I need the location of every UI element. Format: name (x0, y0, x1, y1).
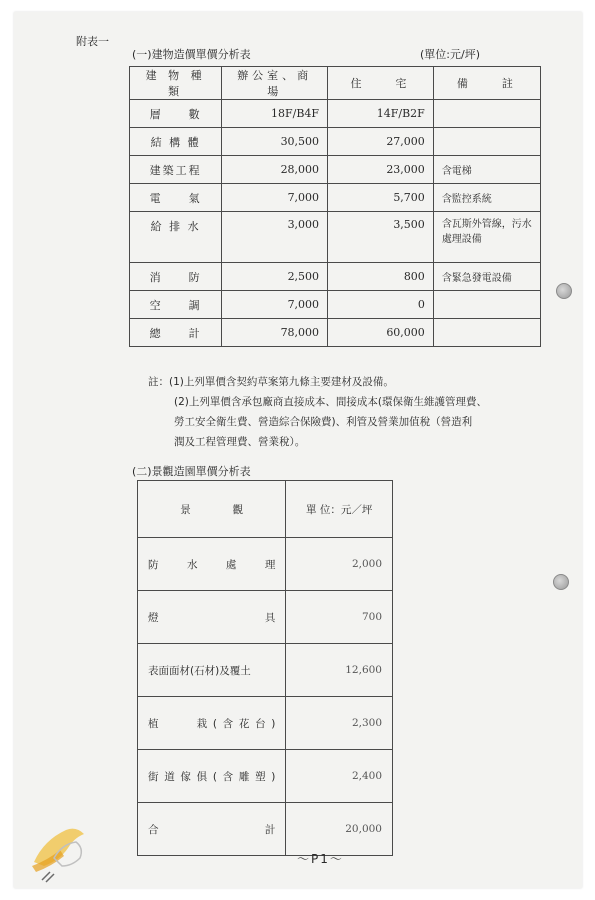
header-cell: 建 物 種 類 (130, 67, 222, 100)
type-cell: 空 調 (130, 291, 222, 319)
type-cell: 層 數 (130, 100, 222, 128)
residential-cell: 3,500 (328, 212, 434, 263)
type-cell: 電 氣 (130, 184, 222, 212)
table-row (138, 538, 393, 591)
table-row (130, 291, 541, 319)
table-row (130, 100, 541, 128)
residential-cell: 14F/B2F (328, 100, 434, 128)
type-cell: 給 排 水 (130, 212, 222, 263)
header-cell: 單 位：元／坪 (286, 481, 393, 538)
section1-unit: (單位:元/坪) (420, 48, 480, 61)
note-2-line: 潤及工程管理費、營業稅）。 (174, 436, 306, 448)
item-cell: 表面面材(石材)及覆土 (138, 644, 286, 697)
value-cell: 700 (286, 591, 393, 644)
table-row (130, 319, 541, 347)
note-2-line: 勞工安全衛生費、營造綜合保險費)、利管及營業加值稅（營造利 (174, 416, 473, 428)
note-2-line: (2)上列單價含承包廠商直接成本、間接成本(環保衛生維護管理費、 (174, 396, 487, 408)
office-cell: 7,000 (222, 184, 328, 212)
residential-cell: 5,700 (328, 184, 434, 212)
table-row (130, 156, 541, 184)
item-cell: 合 計 (138, 803, 286, 856)
note-cell (433, 100, 540, 128)
header-cell: 辦公室、商場 (222, 67, 328, 100)
residential-cell: 27,000 (328, 128, 434, 156)
header-cell: 景 觀 (138, 481, 286, 538)
value-cell: 2,400 (286, 750, 393, 803)
section1-title: (一)建物造價單價分析表 (132, 48, 251, 61)
note-cell (433, 319, 540, 347)
item-cell: 植 栽(含花台) (138, 697, 286, 750)
note-1: 註：(1)上列單價含契約草案第九條主要建材及設備。 (148, 376, 394, 388)
landscape-cost-table (137, 480, 393, 856)
table-row (138, 803, 393, 856)
note-2 (174, 392, 579, 452)
office-cell: 3,000 (222, 212, 328, 263)
header-cell: 備 註 (433, 67, 540, 100)
office-cell: 2,500 (222, 263, 328, 291)
note-cell: 含瓦斯外管線，污水處理設備 (433, 212, 540, 263)
residential-cell: 60,000 (328, 319, 434, 347)
office-cell: 30,500 (222, 128, 328, 156)
table-row (138, 697, 393, 750)
table-row (138, 591, 393, 644)
table-header-row (138, 481, 393, 538)
table-row (138, 750, 393, 803)
note-cell: 含緊急發電設備 (433, 263, 540, 291)
value-cell: 12,600 (286, 644, 393, 697)
item-cell: 街道傢俱(含雕塑) (138, 750, 286, 803)
item-cell: 燈 具 (138, 591, 286, 644)
office-cell: 28,000 (222, 156, 328, 184)
punch-hole (553, 574, 569, 590)
note-cell: 含監控系統 (433, 184, 540, 212)
item-cell: 防水處理 (138, 538, 286, 591)
value-cell: 20,000 (286, 803, 393, 856)
type-cell: 結 構 體 (130, 128, 222, 156)
table-row (138, 644, 393, 697)
type-cell: 消 防 (130, 263, 222, 291)
annex-label: 附表一 (76, 35, 109, 48)
library-logo-icon (14, 800, 104, 890)
office-cell: 18F/B4F (222, 100, 328, 128)
notes-block (148, 372, 578, 448)
table-row (130, 212, 541, 263)
header-cell: 住 宅 (328, 67, 434, 100)
type-cell: 總 計 (130, 319, 222, 347)
residential-cell: 23,000 (328, 156, 434, 184)
building-cost-table (129, 66, 541, 347)
table-header-row (130, 67, 541, 100)
value-cell: 2,000 (286, 538, 393, 591)
section2-title: (二)景觀造園單價分析表 (132, 465, 251, 478)
residential-cell: 0 (328, 291, 434, 319)
office-cell: 78,000 (222, 319, 328, 347)
value-cell: 2,300 (286, 697, 393, 750)
note-cell: 含電梯 (433, 156, 540, 184)
table-row (130, 263, 541, 291)
page-number: ～P1～ (297, 852, 344, 866)
table-row (130, 184, 541, 212)
table-row (130, 128, 541, 156)
residential-cell: 800 (328, 263, 434, 291)
office-cell: 7,000 (222, 291, 328, 319)
note-cell (433, 128, 540, 156)
type-cell: 建築工程 (130, 156, 222, 184)
punch-hole (556, 283, 572, 299)
note-cell (433, 291, 540, 319)
